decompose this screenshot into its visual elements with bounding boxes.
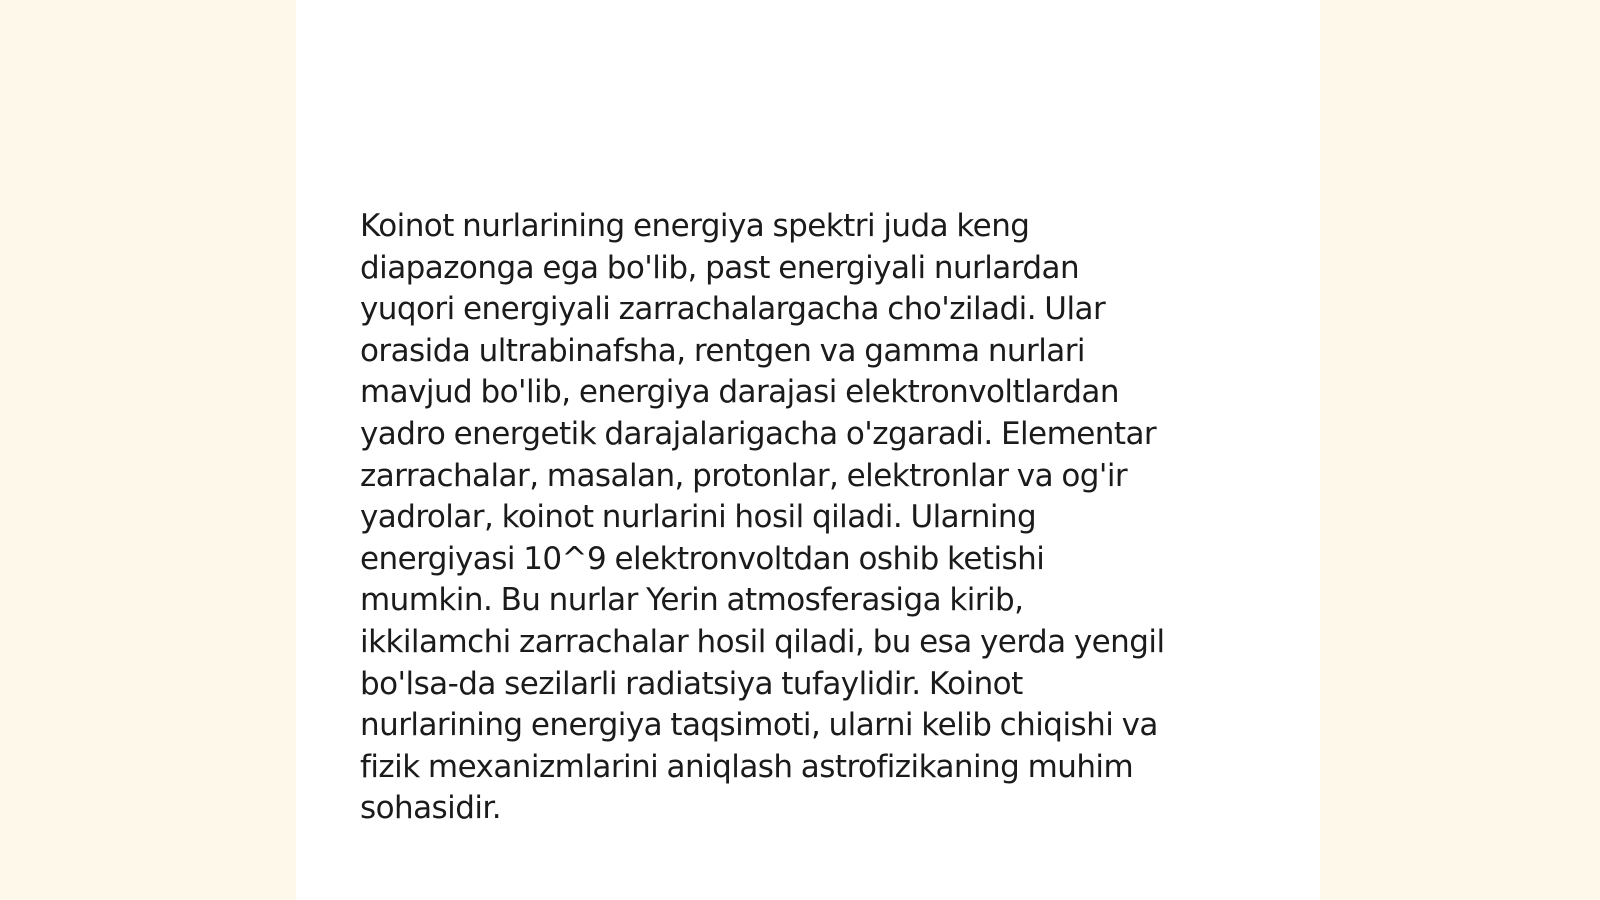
text-line: sohasidir. [360, 790, 502, 827]
text-line: zarrachalar, masalan, protonlar, elektronlar va og'ir [360, 457, 1128, 494]
text-line: nurlarining energiya taqsimoti, ularni kelib chiqishi va [360, 707, 1158, 744]
text-line: Koinot nurlarining energiya spektri juda keng [360, 208, 1030, 244]
text-line: yadro energetik darajalarigacha o'zgaradi. Elementar [360, 415, 1157, 452]
text-line: yuqori energiyali zarrachalargacha cho'ziladi. Ular [360, 291, 1106, 328]
text-line: bo'lsa-da sezilarli radiatsiya tufaylidir. Koinot [360, 665, 1023, 702]
text-line: energiyasi 10^9 elektronvoltdan oshib ketishi [360, 540, 1045, 577]
document-page [296, 0, 1320, 900]
body-paragraph [360, 206, 1260, 830]
text-line: diapazonga ega bo'lib, past energiyali nurlardan [360, 249, 1080, 286]
text-line: mavjud bo'lib, energiya darajasi elektronvoltlardan [360, 374, 1119, 411]
text-line: mumkin. Bu nurlar Yerin atmosferasiga kirib, [360, 582, 1024, 619]
text-line: ikkilamchi zarrachalar hosil qiladi, bu esa yerda yengil [360, 623, 1165, 660]
text-line: fizik mexanizmlarini aniqlash astrofizikaning muhim [360, 748, 1134, 785]
text-line: yadrolar, koinot nurlarini hosil qiladi. Ularning [360, 499, 1037, 536]
text-line: orasida ultrabinafsha, rentgen va gamma nurlari [360, 332, 1085, 369]
